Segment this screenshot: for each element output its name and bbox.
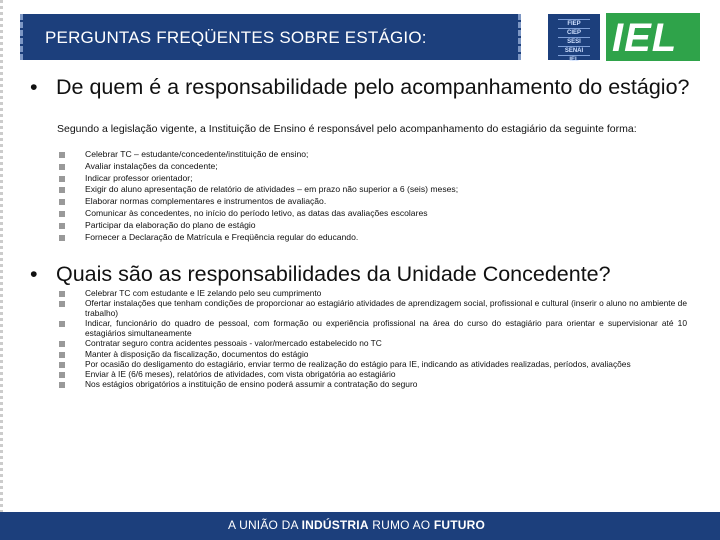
list-item: Indicar professor orientador; [59,173,458,185]
question-2-text: Quais são as responsabilidades da Unidade Concedente? [56,262,611,286]
square-bullet-icon [59,152,65,158]
logo-line: IEL [558,55,590,64]
intro-text: Segundo a legislação vigente, a Instituição de Ensino é responsável pelo acompanhamento do estagiário da seguinte forma: [57,123,637,135]
square-bullet-icon [59,176,65,182]
question-2 [30,262,696,286]
list-item: Ofertar instalações que tenham condições de proporcionar ao estagiário atividades de aprendizagem social, profissional e cultural (inserir o aluno no ambiente de trabalho) [59,298,687,318]
list-item: Exigir do aluno apresentação de relatório de atividades – em prazo não superior a 6 (seis) meses; [59,184,458,196]
footer-bar [0,512,720,540]
question-1-text: De quem é a responsabilidade pelo acompanhamento do estágio? [56,75,690,99]
list-item: Indicar, funcionário do quadro de pessoal, com formação ou experiência profissional na área do curso do estagiário para orientar e supervisionar até 10 estagiários simultaneamente [59,318,687,338]
list-item: Contratar seguro contra acidentes pessoais - valor/mercado estabelecido no TC [59,338,687,348]
logo-line: CIEP [558,28,590,37]
list-item: Por ocasião do desligamento do estagiário, enviar termo de realização do estágio para IE, indicando as atividades realizadas, períodos, avaliações [59,359,687,369]
square-bullet-icon [59,187,65,193]
square-bullet-icon [59,164,65,170]
page-title: PERGUNTAS FREQÜENTES SOBRE ESTÁGIO: [45,28,427,47]
logo-line: FIEP [558,19,590,28]
square-bullet-icon [59,362,65,368]
list-item: Celebrar TC com estudante e IE zelando pelo seu cumprimento [59,288,687,298]
question-1 [30,75,696,99]
square-bullet-icon [59,352,65,358]
logo-line: SESI [558,37,590,46]
list-item: Manter à disposição da fiscalização, documentos do estágio [59,349,687,359]
footer-slogan: A UNIÃO DA INDÚSTRIA RUMO AO FUTURO [228,518,486,532]
left-edge-rule [0,0,3,540]
square-bullet-icon [59,341,65,347]
title-bar [20,14,521,60]
list-item: Avaliar instalações da concedente; [59,161,458,173]
responsibility-list-2 [59,288,687,389]
square-bullet-icon [59,235,65,241]
square-bullet-icon [59,382,65,388]
federation-logo [548,14,600,63]
iel-logo [606,13,700,61]
square-bullet-icon [59,321,65,327]
list-item: Elaborar normas complementares e instrumentos de avaliação. [59,196,458,208]
square-bullet-icon [59,211,65,217]
bullet-icon: • [30,75,38,99]
bullet-icon: • [30,262,38,286]
list-item: Participar da elaboração do plano de estágio [59,220,458,232]
list-item: Comunicar às concedentes, no início do período letivo, as datas das avaliações escolares [59,208,458,220]
square-bullet-icon [59,199,65,205]
square-bullet-icon [59,301,65,307]
logo-line: SENAI [558,46,590,55]
list-item: Enviar à IE (6/6 meses), relatórios de atividades, com vista obrigatória ao estagiário [59,369,687,379]
square-bullet-icon [59,372,65,378]
list-item: Fornecer a Declaração de Matrícula e Freqüência regular do educando. [59,232,458,244]
list-item: Nos estágios obrigatórios a instituição de ensino poderá assumir a contratação do seguro [59,379,687,389]
square-bullet-icon [59,291,65,297]
square-bullet-icon [59,223,65,229]
iel-logo-text: IEL [612,16,678,60]
list-item: Celebrar TC – estudante/concedente/instituição de ensino; [59,149,458,161]
responsibility-list-1 [59,149,458,243]
